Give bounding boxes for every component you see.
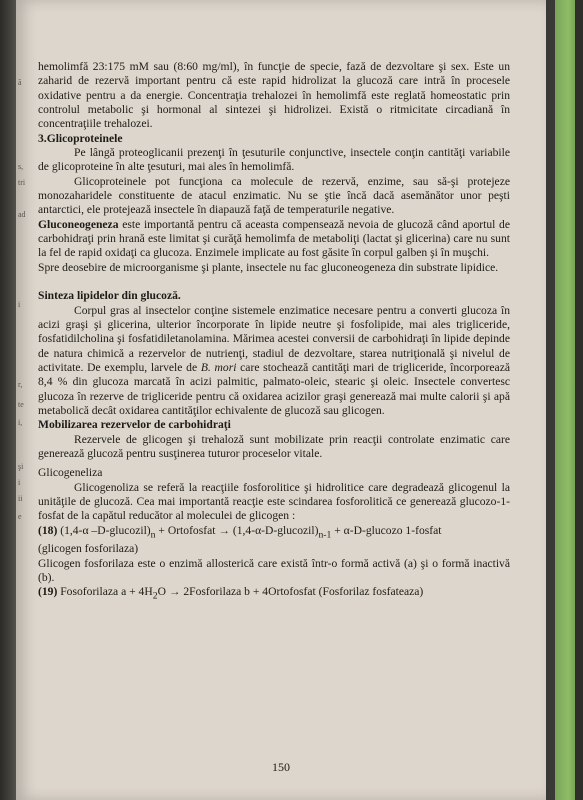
margin-fragment: e bbox=[18, 512, 22, 521]
lipid-text-2: care stochează cantităţi mari de trigliceride, încorporează 8,4 % din glucoza marcată în acizi palmitic, palmato-oleic, stearic şi oleic. Insectele convertesc glucoza în rezerve de trigliceride pentru că oxidarea acizilor graşi generează mai multe calorii şi apă metabolică decât oxidarea cantităţilor echivalente de glucoză sau glicogen. bbox=[38, 360, 510, 417]
equation-number: (19) bbox=[38, 585, 58, 599]
margin-fragment: te bbox=[18, 400, 24, 409]
paragraph-mobilization: Rezervele de glicogen şi trehaloză sunt mobilizate prin reacţii controlate enzimatic care generează glucoză pentru susţinerea tuturor proceselor vitale. bbox=[38, 432, 510, 460]
equation-19 bbox=[38, 585, 510, 604]
margin-fragment: i bbox=[18, 478, 21, 487]
species-name: B. mori bbox=[200, 360, 237, 374]
equation-part: + Ortofosfat → (1,4-α-D-glucozil) bbox=[155, 523, 319, 537]
paragraph-phosphorylase: Glicogen fosforilaza este o enzimă allosterică care există într-o formă activă (a) şi o formă inactivă (b). bbox=[38, 556, 510, 584]
equation-number: (18) bbox=[38, 523, 58, 537]
background-edge bbox=[575, 0, 583, 800]
paragraph-lipid-synthesis bbox=[38, 304, 510, 419]
subscript: n bbox=[150, 528, 156, 540]
left-margin-fragments bbox=[16, 0, 32, 800]
margin-fragment: tri bbox=[18, 178, 26, 187]
book-cover-edge bbox=[555, 0, 577, 800]
margin-fragment: şi bbox=[18, 462, 24, 471]
book-page bbox=[16, 0, 546, 800]
paragraph-gluconeogenesis bbox=[38, 218, 510, 261]
margin-fragment: i bbox=[18, 300, 21, 309]
margin-fragment: r, bbox=[18, 380, 23, 389]
paragraph-glycoproteins-1: Pe lângă proteoglicanii prezenţi în ţesuturile conjunctive, insectele conţin cantităţi variabile de glicoproteine în alte ţesuturi, mai ales în hemolimfă. bbox=[38, 146, 510, 174]
spacer bbox=[38, 275, 510, 289]
heading-glycoproteins: 3.Glicoproteinele bbox=[38, 131, 123, 145]
subscript: 2 bbox=[152, 590, 158, 602]
gluconeogenesis-text: este importantă pentru că aceasta compensează nevoia de glucoză când aportul de carbohidraţi prin hrană este limitat şi curăţă hemolimfa de metaboliţi (lactat şi glicerina) care nu sunt la fel de rapid oxidaţi ca glucoza. Enzimele implicate au fost găsite în corpul galben şi în muşchi. bbox=[38, 217, 510, 260]
equation-18 bbox=[38, 524, 510, 543]
page-number: 150 bbox=[272, 760, 290, 774]
page-body bbox=[38, 60, 510, 604]
paragraph-glycogenolysis: Glicogenoliza se referă la reacţiile fosforolitice şi hidrolitice care degradează glicogenul la unităţile de glucoză. Cea mai importantă reacţie este scindarea fosforolitică ce generează glucozo-1-fosfat de la capătul reducător al moleculei de glicogen : bbox=[38, 480, 510, 523]
equation-part: O → 2Fosforilaza b + 4Ortofosfat (Fosforilaz fosfateaza) bbox=[157, 585, 424, 599]
margin-fragment: ă bbox=[18, 78, 22, 87]
paragraph-lipid-substrates: Spre deosebire de microorganisme şi plante, insectele nu fac gluconeogeneza din substrate lipidice. bbox=[38, 260, 499, 274]
heading-mobilization: Mobilizarea rezervelor de carbohidraţi bbox=[38, 418, 231, 432]
equation-part: (1,4-α –D-glucozil) bbox=[57, 523, 151, 537]
subheading-glycogenolysis: Glicogeneliza bbox=[38, 466, 103, 480]
paragraph-glycoproteins-2: Glicoproteinele pot funcţiona ca molecule de rezervă, enzime, sau să-şi protejeze monozaharidele constituente de atacul enzimatic. Nu se ştie încă dacă asemănător unor peşti antarctici, ele protejează insectele în diapauză faţă de temperaturile negative. bbox=[38, 174, 510, 217]
equation-part: Fosoforilaza a + 4H bbox=[57, 585, 153, 599]
margin-fragment: ad bbox=[18, 210, 26, 219]
equation-18-enzyme: (glicogen fosforilaza) bbox=[38, 542, 139, 556]
paragraph-trehalose: hemolimfă 23:175 mM sau (8:60 mg/ml), în funcţie de specie, fază de dezvoltare şi sex. Este un zaharid de rezervă important pentru că este rapid hidrolizat la glucoză care intră în procesele oxidative pentru a da energie. Concentraţia trehalozei în hemolimfă este reglată homeostatic prin controlul metabolic şi hormonal al sintezei şi hidrolizei. Există o ritmicitate circadiană în concentraţiile trehalozei. bbox=[38, 60, 510, 131]
term-gluconeogenesis: Gluconeogeneza bbox=[38, 217, 119, 231]
margin-fragment: s, bbox=[18, 162, 24, 171]
subscript: n-1 bbox=[318, 528, 332, 540]
lipid-text-1: Corpul gras al insectelor conţine sistemele enzimatice necesare pentru a converti glucoza în acizi graşi şi glicerina, ulterior încorporate în lipide neutre şi fosfolipide, mai ales trigliceride, fosfatidilcholina şi fosfatidiletanolamina. Mărimea acestei conversii de carbohidraţi în lipide depinde de natura chimică a rezervelor de nutrienţi, stadiul de dezvoltare, starea nutriţională şi nivelul de activitate. De exemplu, larvele de bbox=[38, 303, 510, 374]
equation-part: + α-D-glucozo 1-fosfat bbox=[331, 523, 442, 537]
heading-lipid-synthesis: Sinteza lipidelor din glucoză. bbox=[38, 289, 181, 303]
margin-fragment: ii bbox=[18, 494, 23, 503]
margin-fragment: i, bbox=[18, 418, 23, 427]
